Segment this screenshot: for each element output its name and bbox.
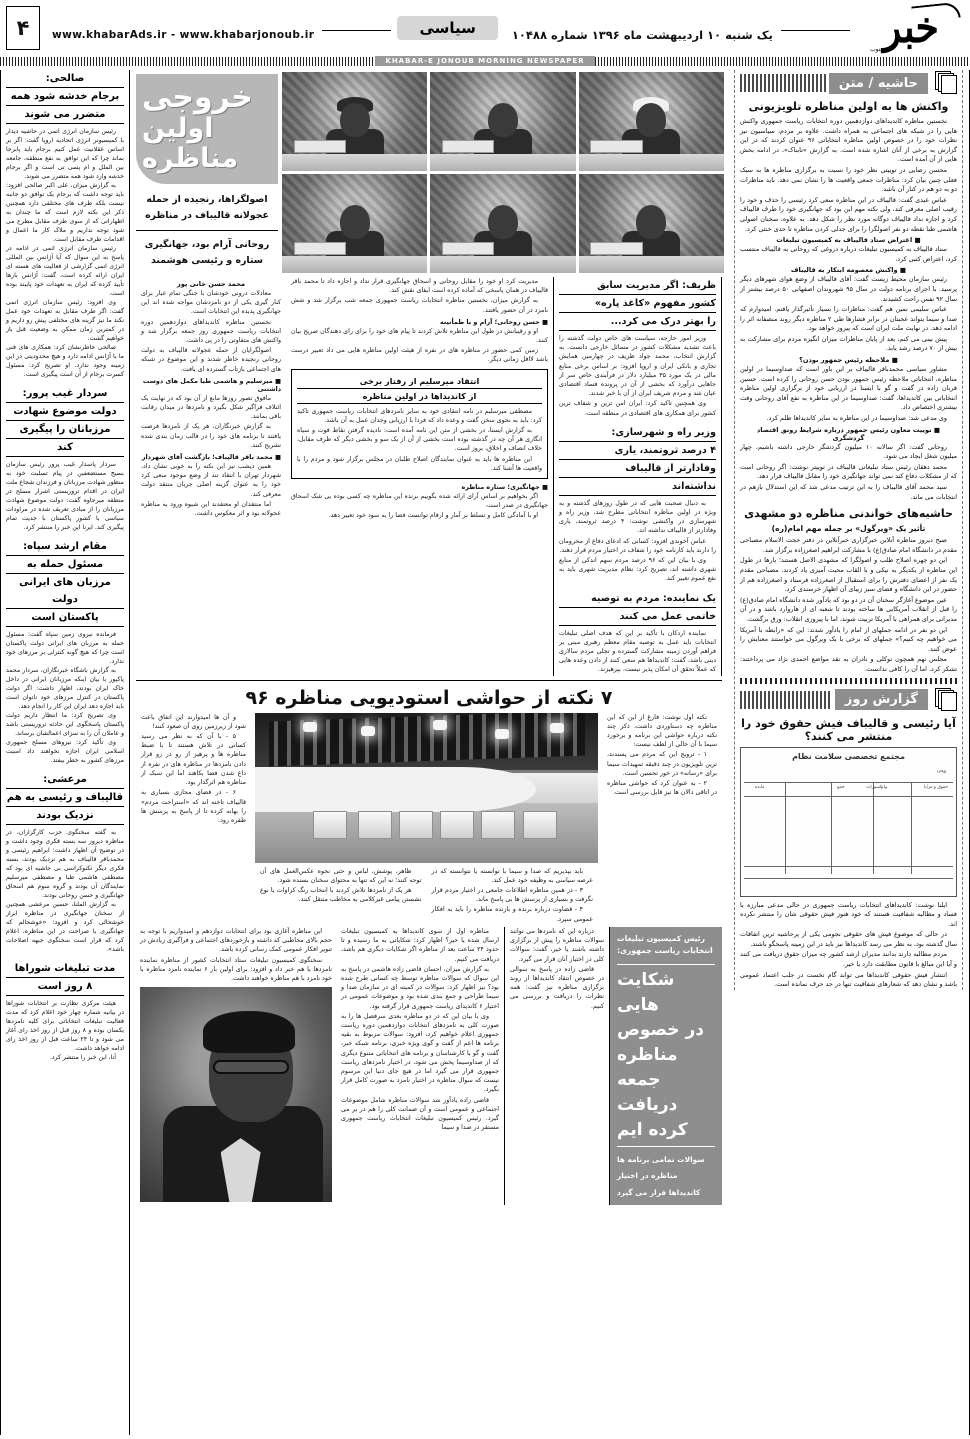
brief-shora-p0: هیئت مرکزی نظارت بر انتخابات شوراها در بیانیه شماره چهار خود اعلام کرد که مدت فعالیت تبلیغات انتخاباتی برای کلیه نامزدها یکسان بوده و ۸ روز قبل از روز اخذ رای آغاز می شود و تا ۲۴ ساعت قبل از روز اخذ رای ادامه خواهد داشت. (6, 1000, 124, 1052)
gozaresh-headline: آیا رئیسی و قالیباف فیش حقوق خود را منتشر می کنند؟ (741, 716, 956, 743)
masthead (0, 0, 970, 56)
brief-shora-h0: مدت تبلیغات شوراها (6, 960, 124, 978)
leadb-p1: به گزارش میزان، نخستین مناظره انتخابات ریاست جمهوری جمعه شب برگزار شد و شش نامزد در آن حضور یافتند. (291, 297, 548, 314)
hashiye-sec-3-p2: سید محمد آقای قالیباف را به این ترتیب مدعی شد که این استدلال بازهم در انتخابات می ماند. (740, 483, 957, 501)
payslip-year: ۱۳۹۵ (936, 769, 946, 775)
hashiye-lead-p2: محسن رضایی در توییتی نظر خود را نسبت به برگزاری مناظره ها به سبک فعلی چنین بیان کرد: مناظرات جمعی واقعیت ها را نشان نمی دهد. باید مناظرات دو به دو هم در کنار آن باشد. (740, 165, 957, 194)
masthead-rule-left (322, 30, 391, 31)
photo-jahangiri (579, 174, 724, 273)
feature-col-c (427, 867, 599, 925)
feature-story (130, 680, 728, 925)
website-urls[interactable]: www.khabarAds.ir - www.khabarjonoub.ir (52, 29, 315, 41)
leada-byline: محمد حسن خانی پور (176, 280, 246, 288)
lead-story-columns (130, 273, 728, 676)
bottom-c-p0: درباره این که نامزدها می توانند سوالات مناظره را پیش از برگزاری داشته باشند یا خیر، گفت: سوالات کلی در اختیار آنان قرار می گیرد. (510, 927, 604, 963)
brief-marashi-head (6, 771, 124, 825)
stacked-pages-icon (931, 71, 957, 95)
hashiye-sub-1: ■ واکنش معصومه ابتکار به قالیباف (790, 266, 907, 275)
gozaresh-p1: در حالی که موضوع فیش های حقوقی نجومی یکی از پرحاشیه ترین اتفاقات سال گذشته بود، به نظر می رسد کاندیداها نیز باید در این زمینه پاسخگو باشند. (740, 930, 957, 948)
column-hashiye-matn (728, 70, 970, 1435)
zarif-headline-l2: کشور مفهوم «کاغذ پاره» (559, 295, 716, 313)
masthead-rule-right (781, 30, 850, 31)
feature-c-body (432, 867, 594, 924)
bottom-headline-l1: شکایت هایی (617, 969, 675, 1015)
brief-gheibparvar-p0: سردار پاسدار غیب پرور رئیس سازمان بسیج مستضعفین در پیام تسلیت خود به منظور شهادت مرزبانان و فرزندان شجاع ملت ایران در اقدام تروریستی اشرار مسلح در منطقه میرجاوه گفت: دولت موضوع شهادت مرزبانان را از مبادی تعریف شده در مراودات سیاسی با کشور پاکستان با جدیت تمام پیگیری کند. ایرنا این خبر را منتشر کرد. (6, 461, 124, 531)
brief-sepah-body (6, 627, 124, 765)
brief-sepah-p0: فرمانده نیروی زمین سپاه گفت: مسئول حمله به مرزبان های ایرانی دولت پاکستان است چرا که هیچ گونه کنترلی بر مرزهای خود ندارد. (6, 631, 124, 665)
feature-a-body (141, 713, 246, 825)
leada-p6: اما منتقدان او معتقدند این شیوه ورود به مناظره عجولانه بود و اثر معکوس داشت. (141, 500, 281, 518)
mirsalim-box-p2: این مناظره ها باید به عنوان نمایندگان اصلاح طلبان در مجلس برگزار شود و مردم را با واقعیت ها آشنا کند. (297, 455, 542, 472)
gozaresh-banner (740, 687, 957, 713)
brief-salehi-h1: برجام خدشه شود همه (6, 88, 124, 106)
hashiye-sec-3-p1: محمد دهقان رئیس ستاد تبلیغاتی قالیباف در توییتر نوشت: اگر روحانی است که از مشکلات دفاع کند نمی تواند جهانگیری خود را مقابل قالیباف قرار دهد. (740, 462, 957, 481)
bottom-b-p2: وی با بیان این که در دو مناظره بعدی سرفصل ها را به صورت کلی به نامزدهای انتخابات دوازدهمین دوره ریاست جمهوری اعلام خواهیم کرد، افزود: سوالات مربوط به بقیه برنامه ها اعم از گفت و گوی ویژه خبری، برنامه شبکه خبر، گفت و گو با کارشناسان و برنامه های انتخاباتی متنوع دیگری که از صداوسیما پخش می شود، در اختیار نامزدهای ریاست جمهوری قرار می گیرد اما در هیچ جای دنیا این مرسوم نیست که سوال مناظره در اختیار نامزد به صورت کامل قرار بگیرد. (341, 1012, 499, 1094)
feature-c-p1: ۳ - در همین مناظره اطلاعات جامعی در اختیار مردم قرار نگرفت و بسیاری از پرسش ها بی پاسخ ماند. (431, 887, 593, 904)
akhoundi-headline (559, 424, 716, 496)
khatami-headline (559, 590, 716, 626)
brief-shora-head (6, 960, 124, 996)
bottom-a-body (140, 927, 332, 987)
khatami-p0: نماینده اردکان با تأکید بر این که هدف اصلی تبلیغات انتخابات باید عمل به توصیه مقام معظم رهبری مبنی بر فراهم آوردن زمینه مشارکت گسترده و تجلی مردم سالاری دینی باشد، گفت: کاندیداها هم سعی کنند از دادن وعده هایی که عملاً تحقق آن امکان پذیر نیست، بپرهیزند. (559, 629, 716, 674)
brief-gheibparvar-body (6, 457, 124, 532)
brief-salehi-p4: صالحی خاطرنشان کرد: همکاری های فنی ما با آژانس ادامه دارد و هیچ محدودیتی در این زمینه وجود ندارد. او تصریح کرد: مسئول کسرت برجام از آن است پیگیری است. (6, 344, 124, 378)
section-name: سیاسی (397, 16, 497, 40)
hero-deck-2: روحانی آرام بود، جهانگیری ستاره و رئیسی هوشمند (136, 230, 278, 273)
leada-p2: اصولگرایان از حمله عجولانه قالیباف به دولت روحانی رنجیده خاطر شدند و این موضوع در شبکه های اجتماعی بازتاب گسترده ای یافت. (141, 347, 281, 373)
mirsalim-box-l1: انتقاد میرسلیم از رفتار برخی (297, 374, 542, 389)
bottom-foot-l3: کاندیداها قرار می گیرد (617, 1187, 701, 1197)
akhoundi-headline-l1: ۴ درصد ثروتمند، یاری (559, 442, 716, 460)
section-divider-dots (740, 678, 957, 684)
gozaresh-p2: مردم مطالبه دارند بدانند مدیران ارشد کشور چه میزان حقوق دریافت می کنند و آیا این مبالغ با قانون مطابقت دارد یا خیر. (740, 950, 957, 969)
brief-marashi-body (6, 825, 124, 954)
leada-sub-1: ■ میرسلیم و هاشمی طبا مکمل های دوست داشتنی (142, 376, 281, 393)
mashhadi-p1: این دو چهره اصلاح طلب و اصولگرا که مشهدی الاصل هستند؛ بارها در طول این مناظره از یکدیگر به نیکی و با القاب محبت آمیزی یاد کردند. مصباحی مقدم یک نفر از اعضای دفترش را برای استقبال از اصغرزاده فرستاد و اصغرزاده هم از حضور در این دانشگاه و فضای سبز زیبای آن اظهار خرسندی کرد. (740, 556, 957, 594)
feature-col-a (136, 713, 251, 925)
zarif-headline (559, 277, 716, 331)
photo-hashemitaba (430, 174, 575, 273)
zarif-headline-l3: را بهتر درک می کرد... (559, 313, 716, 331)
lead-headline-column (130, 70, 282, 273)
leada-p3: مافوق تصور روزها مانع از آن بود که در نهایت یک ائتلاف فراگیر شکل بگیرد و نامزدها در میدان رقابت باقی بمانند. (141, 394, 281, 421)
khatami-body (559, 626, 716, 675)
hero-deck-1: اصولگراها، رنجیده از حمله عجولانه قالیباف در مناظره (145, 194, 269, 221)
hashiye-sec-3-body (740, 443, 957, 503)
photo-ghalibaf (282, 174, 427, 273)
mashhadi-p2: عین موضوع آغازگر سخنان آن در دو بود که یادآور شده دانشگاه امام صادق(ع) را قبل از انقلاب آمریکایی ها ساخته بودند تا شعبه ای از هاروارد باشد و در آن مدیرانی برای همراهی با آمریکا تربیت شوند، اما با پیروزی انقلاب: ورق برگشت. (740, 595, 957, 623)
akhoundi-body (559, 496, 716, 584)
brief-sepah-h2: مرزبان های ایرانی دولت (6, 574, 124, 609)
mashhadi-headline: حاشیه‌های خواندنی مناظره دو مشهدی (744, 507, 953, 521)
leada-p1: نخستین مناظره کاندیداهای دوازدهمین دوره انتخابات ریاست جمهوری روز جمعه برگزار شد و واکنش های متفاوتی را در پی داشت. (141, 318, 281, 345)
hashiye-lead-p3: عباس عبدی گفت: قالیباف در این مناظره سعی کرد رئیسی را حذف و خود را رقیب اصلی معرفی کند، ولی نکته مهم این بود که جهانگیری خود را طرف قالیباف کرد و اجازه نداد قالیباف دوگانه مورد نظر را شکل دهد. به علاوه، سخنان اصولی هاشمی طبا نقطه دو نفر اصولگرا را برای جدلی کردن مناظره تا حدی خنثی کرد. (740, 195, 957, 233)
brief-shora-body (6, 996, 124, 1062)
brief-marashi-p0: به گفته سخنگوی حزب کارگزاران، در مناظره دیروز سه بسته فکری وجود داشت و در توضیح آن اظهار داشت: ابراهیم رئیسی و محمدباقر قالیباف به هم نزدیک بودند، بسته فکری دیگر تکنوکراسی بی حاشیه ای بود که مصطفی هاشمی طبا و مصطفی میرسلیم نمایندگان آن بودند و گروه سوم هم اسحاق جهانگیری و حسن روحانی بودند. (6, 829, 124, 899)
khatami-headline-l1: یک نماینده: مردم به توصیه (559, 590, 716, 608)
payslip-col-2: وام (881, 784, 888, 790)
leadb-p3: زمین کمی حضور در مناظره های در نفره از هیئت اولین مناظره هایی می داد تعبیر درست باشد لااقل زمانی دیگر. (291, 347, 548, 364)
mashhadi-p4: مجلس نهم همچون توکلی و نادران به نقد مواضع احمدی نژاد می پرداختند: تشکر کرد، اما آن را کافی ندانست. (740, 655, 957, 673)
mirsalim-box-l2: از کاندیداها در اولین مناظره (297, 389, 542, 404)
hashiye-lead-p1: نخستین مناظره کاندیداهای دوازدهمین دوره انتخابات ریاست جمهوری واکنش هایی را در شبکه های اجتماعی به همراه داشت. علاوه بر مردم، سیاسیون نیز نظرات خود را در خصوص اولین مناظره انتخاباتی ۹۶ عنوان کردند که در این گزارش به برخی از آنان اشاره شده است. به گزارش «تابناک»، در ادامه بخش هایی از آن آمده است. (740, 117, 958, 164)
masthead-strip (0, 56, 970, 66)
hashiye-banner (740, 70, 957, 96)
zarif-p1: وی همچنین تاکید کرد: ایران امن ترین و شفاف ترین کشور برای همکاری های اقتصادی در منطقه است. (559, 400, 716, 417)
page-number: ۴ (6, 6, 40, 50)
payslip-col-1: کسورات (866, 784, 882, 790)
hashiye-banner-label: حاشیه / متن (829, 73, 928, 94)
brief-gheibparvar-h1: دولت موضوع شهادت (6, 403, 124, 421)
brief-gheibparvar-head (6, 385, 124, 457)
feature-col-d (602, 713, 722, 925)
brief-salehi-head (6, 70, 124, 124)
newspaper-logo (856, 2, 966, 54)
strip-hatch-right (0, 57, 375, 66)
leadb-p4: اگر بخواهیم بر اساس آرای ارائه شده بگوییم برنده این مناظره چه کسی بوده بی شک اسحاق جهانگیری در صدر است. (291, 493, 548, 510)
bottom-b-p3: قاضی زاده یادآور شد سوالات مناظره شامل موضوعات اجتماعی و عمومی است و آن ضمانت کلی را هم در بر می گیرد. رئیس کمیسیون تبلیغات انتخابات ریاست جمهوری مستقر در صدا و سیما (341, 1096, 499, 1132)
photo-raisi (282, 72, 427, 171)
mirsalim-box-headline (297, 374, 542, 404)
akhoundi-kicker: وزیر راه و شهرسازی: (559, 424, 716, 442)
brief-marashi-h0: مرعشی: (6, 771, 124, 789)
brief-marashi-h2: نزدیک بودند (6, 807, 124, 825)
photo-rouhani (579, 72, 724, 171)
hero-title-banner (136, 74, 278, 184)
brief-sepah-p3: وی تأکید کرد: نیروهای مسلح جمهوری اسلامی ایران اجازه نخواهند داد امنیت مرزهای کشور به خطر بیفتد. (6, 739, 124, 764)
akhoundi-p2: وی با بیان این که ۹۶ درصد مردم سهم اندکی از منابع شهری داشته اند، تصریح کرد: نظام مدیریت شهری باید به نفع عموم تغییر کند. (559, 557, 716, 583)
leada-p4: به گزارش خبرنگاران، هر یک از نامزدها فرصت یافتند تا برنامه های خود را در قالب زمان بندی شده تشریح کنند. (141, 423, 281, 449)
payslip-col-3: جمع (837, 784, 845, 790)
lead-story (130, 70, 728, 273)
bottom-b-p1: به گزارش میزان، احسان قاضی زاده هاشمی در پاسخ به این سوال که سوالات مناظره توسط چه کسانی طرح شده بود؟ نیز اظهار کرد: سوالات در کمیته ای در سازمان صدا و سیما طراحی و جمع بندی شده بود و موضوعات عمومی در اختیار ۶ کاندیدای ریاست جمهوری قرار گرفته بود. (341, 965, 499, 1010)
leadb-body-bottom (291, 492, 548, 521)
bottom-headline-l4: دریافت کرده ایم (617, 1094, 688, 1140)
portrait-photo-ghazizadeh (140, 987, 332, 1202)
brief-marashi-p1: به گزارش الملنا، حسین مرعشی همچنین از سخنان جهانگیری در مناظره ابراز خوشحالی کرد و افزود: «خوشحالم که جهانگیری با صراحت در این مناظره، اعلام کرد که قرار است سخنگوی جبهه اصلاحات باشد». (6, 901, 124, 953)
hashiye-sub-3: ■ توییت معاون رئیس جمهور درباره شرایط رونق اقتصاد گردشگری (756, 425, 941, 442)
bottom-headline-l3: مناظره جمعه (617, 1044, 678, 1090)
feature-columns (136, 713, 722, 925)
feature-d-p1: ۱ - ترویج این که مردم می پسندند، ترین تلویزیون در چند دقیقه تمهیدات سیما برای «رسانه» در خور تحسین است. (607, 751, 717, 777)
hashiye-lead (740, 117, 957, 234)
akhoundi-p1: عباس آخوندی افزود: کسانی که ادعای دفاع از محرومان را دارند باید کارنامه خود را شفاف در اختیار مردم قرار دهند. (559, 537, 716, 554)
bottom-foot-l1: سوالات تمامی برنامه ها (617, 1154, 705, 1164)
brief-sepah (6, 538, 124, 765)
hashiye-sec-0-body (740, 245, 957, 264)
brief-shora-h1: ۸ روز است (6, 978, 124, 996)
hashiye-sec-3-p0: روحانی گفت: اگر سالانه ۱۰ میلیون گردشگر خارجی داشته باشیم، چهار میلیون شغل ایجاد می شود. (740, 442, 957, 461)
bottom-a-p0: این مناظره آغازی بود برای انتخابات دوازدهم و امیدواریم با توجه به حجم بالای مخاطبی که داشته و بازخوردهای اجتماعی و فراگیری زیادش در تنویر افکار عمومی کمک رسانی کرده باشد. (140, 927, 332, 954)
akhoundi-p0: به دنبال صحبت هایی که در طول روزهای گذشته و به ویژه در اولین مناظره انتخاباتی مطرح شد، وزیر راه و شهرسازی در واکنشی نوشت: ۴ درصد ثروتمند، یاری وفادارتر از قالیباف نداشته اند. (559, 499, 716, 535)
brief-marashi (6, 771, 124, 954)
brief-shora-ads (6, 960, 124, 1062)
brief-salehi-body (6, 124, 124, 379)
feature-b-body (260, 867, 422, 905)
zarif-p0: وزیر امور خارجه، سیاست های خاص دولت گذشته را باعث تشدید مشکلات کشور در مسائل خارجی دانست. به گزارش انتخاب، محمد جواد ظریف در چهارمین همایش تجاری و بانکی ایران و اروپا افزود: بر اساس برخی منابع مالی در یک مورد ۳۵ میلیارد دلار در فرآیندی خاص سر از جاهایی درآورد که بخشی از آن در پرونده فساد اقتصادی عیان شد و مردم شریف ایران از آن با خبر شدند. (559, 335, 716, 398)
mashhadi-p0: صبح دیروز مناظره آنلاین خبرگزاری خبرآنلاین در دفتر حجت الاسلام مصباحی مقدم در دانشگاه امام صادق(ع) با مشارکت ابراهیم اصغرزاده برگزار شد. (740, 536, 957, 554)
bottom-headline-panel (610, 927, 722, 1206)
leadb-body-mid (291, 327, 548, 365)
story-lead-col-b (286, 277, 554, 676)
page-footer-band (0, 1435, 970, 1439)
bottom-col-b (336, 927, 505, 1206)
mirsalim-box-body (297, 404, 542, 473)
feature-b-p0: ظاهر، پوشش، لباس و حتی نحوه عکس‌العمل های آن توجه کنند؛ نه این که تنها به محتوای سخنان بسنده شود. (260, 867, 422, 884)
brief-salehi-p2: رئیس سازمان انرژی اتمی در ادامه در پاسخ به این سوال که آیا آژانس بین المللی انرژی اتمی گزارشی از فعالیت های هسته ای ایران ارائه کرده است، گفت: آژانس بارها تأیید کرده که ایران به تعهدات خود پایبند بوده است. (6, 245, 124, 297)
gozaresh-body (740, 901, 957, 990)
leada-sub-2: ■ محمد باقر قالیباف؛ بازگشت آقای شهردار (141, 453, 281, 462)
khatami-headline-l2: خاتمی عمل می کنند (559, 608, 716, 626)
brief-sepah-p1: به گزارش باشگاه خبرنگاران، سردار محمد پاکپور با بیان اینکه مرزبانان ایرانی در داخل خاک ایران بودند، اظهار داشت: اگر دولت پاکستان در کنترل مرزهای خود ناتوان است باید اجازه دهد ایران این کار را انجام دهد. (6, 667, 124, 710)
brief-gheibparvar-h3: کند (6, 439, 124, 457)
studio-photo (255, 713, 598, 863)
gozaresh-p3: انتشار فیش حقوقی کاندیداها می تواند گام نخست در جلب اعتماد عمومی باشد و نشان دهد که شعارهای شفافیت تنها در حد حرف نمانده است. (740, 970, 957, 989)
bottom-headline-l2: در خصوص (617, 1019, 704, 1040)
leada-body-bottom (141, 462, 281, 518)
bottom-c-body (510, 927, 604, 1011)
zarif-body (559, 331, 716, 418)
payslip-col-4: مانده (755, 784, 765, 790)
akhoundi-headline-l3: نداشته‌اند (559, 478, 716, 496)
debate-photo-grid (282, 70, 728, 273)
hashiye-sec-0-p0: ستاد قالیباف به کمیسیون تبلیغات درباره دروغی که روحانی به قالیباف منتسب کرد، اعتراض کتبی کرد. (740, 245, 957, 263)
column-left-briefs (0, 70, 130, 1435)
issue-date: یک شنبه ۱۰ اردیبهشت ماه ۱۳۹۶ شماره ۱۰۴۸۸ (511, 28, 773, 42)
logo-wordmark: خبر (883, 0, 939, 53)
page-body (0, 70, 970, 1435)
bottom-col-c (505, 927, 610, 1206)
feature-d-body (607, 713, 717, 798)
bottom-photo-wrap (136, 927, 336, 1206)
payslip-col-0: حقوق و مزایا (923, 784, 948, 790)
hashiye-sub-2: ■ ملاحظه رئیس جمهور بودن؟ (799, 356, 898, 365)
payslip-title: مجتمع تخصصی سلامت نظام (792, 751, 905, 761)
leadb-p0: مدیریت کرد او خود را مقابل روحانی و اسحاق جهانگیری قرار نداد و اجازه داد تا محمد باقر قالیباف در همان پاسخی که آماده کرده است ایفای نقش کند. (291, 278, 548, 295)
leadb-p5: او با آمادگی کامل و تسلط بر آمار و ارقام توانست فضا را به سود خود تغییر دهد. (328, 512, 538, 520)
feature-c-p2: ۴ - قضاوت درباره برنده و بازنده مناظره را باید به افکار عمومی سپرد. (431, 906, 593, 923)
photo-mirsalim (430, 72, 575, 171)
feature-a-p0: و آن ها امیدوارند این اتفاق باعث شود از زیرزمین روی آن صعود کنند! (141, 713, 246, 730)
hashiye-sec-1-body (740, 275, 957, 354)
brief-marashi-h1: قالیباف و رئیسی به هم (6, 789, 124, 807)
brief-salehi (6, 70, 124, 379)
brief-gheibparvar-h0: سردار غیب پرور: (6, 385, 124, 403)
brief-gheibparvar-h2: مرزبانان را پیگیری (6, 421, 124, 439)
zarif-headline-l1: ظریف: اگر مدیریت سابق (559, 277, 716, 295)
newspaper-latin-name: KHABAR-E JONOUB MORNING NEWSPAPER (375, 56, 594, 66)
bottom-b-body (341, 927, 499, 1132)
feature-c-p0: باید بپذیریم که صدا و سیما با توانسته یا نتوانسته که در عرصه سیاسی به وظیفه خود عمل کند. (431, 867, 593, 884)
hashiye-sec-1-p2: پیش بینی می کنم، بعد از پایان مناظرات میزان انگیزه مردم برای مشارکت به بیش از ۷۰ درصد رشد یابد. (740, 334, 957, 353)
brief-salehi-p3: وی افزود: رئیس سازمان انرژی اتمی گفت: اگر طرف مقابل به تعهدات خود عمل نکند ما نیز گزینه های مختلفی پیش رو داریم و در کمترین زمان ممکن به وضعیت قبل باز خواهیم گشت. (6, 299, 124, 342)
brief-sepah-h1: مسئول حمله به (6, 556, 124, 574)
payslip-image (740, 747, 957, 897)
feature-b-p1: هر یک از نامزدها تلاش کردند با انتخاب رنگ کراوات یا نوع نشستن پیامی غیرکلامی به مخاطب منتقل کنند. (260, 887, 422, 904)
leadb-body-top (291, 277, 548, 315)
leada-body-top (141, 289, 281, 374)
hero-title-line1: خروجی (142, 80, 253, 115)
leada-p5: همین دیشب نیز این نکته را به خوبی نشان داد، شهردار تهران با انتقاد تند از وضع موجود سعی کرد خود را به عنوان گزینه اصلی جریان منتقد دولت معرفی کند. (141, 463, 281, 498)
brief-sepah-h3: پاکستان است (6, 609, 124, 627)
leadb-sub-1: ■ حسن روحانی؛ آرام و با طمأنینه (439, 317, 548, 326)
story-lead-col-a (136, 277, 286, 676)
mashhadi-body (740, 536, 957, 674)
feature-a-p1: ۵ - با آن که به نظر می رسید کسانی در تلاش هستند تا با ضبط مناظره ها و پرهیز از رو در رو قرار دادن نامزدها در مناظره های در نفره از داغ شدن فضا بکاهند اما این سبک از مناظره هم اثرگذار بود. (141, 733, 246, 787)
column-main (130, 70, 728, 1435)
feature-a-p2: ۶ - در فضای مجازی بسیاری به قالیباف تاخته اند که «استراحت مردم» را بهانه کرده تا از پاسخ به پرسش ها طفره رود. (141, 789, 246, 824)
feature-headline: ۷ نکته از حواشی استودیویی مناظره ۹۶ (245, 686, 613, 709)
mashhadi-p3: این دو نفر در ادامه جملهای از امام را یادآور شدند: این که «رابطه با آمریکا می خواهیم چه کنیم؟» جملهای که برخی با یک ویرگول می خواستند معنایش را عوض کنند. (740, 625, 957, 653)
bottom-c-p1: قاضی زاده در پاسخ به سوالی در خصوص انتقاد کاندیداها از روند برگزاری مناظره نیز گفت: همه نظرات را دریافت و بررسی می کنیم. (510, 965, 604, 1010)
logo-subtext: جنوب (870, 46, 885, 53)
stacked-pages-icon-2 (931, 688, 957, 712)
mirsalim-box-p0: مصطفی میرسلیم در نامه انتقادی خود به سایر نامزدهای انتخابات ریاست جمهوری تاکید کرد: باید به نحوی سخن گفت و وعده داد که فردا با ارزیابی وجدان عمل به آن باشد. (297, 407, 542, 424)
leada-p0: معادلات درونی خودشان با جنگی تمام عیار برای کنار گیری یکی از دو نامزدشان مواجه شده اند این جهانگیری پدیده این انتخابات است. (141, 290, 281, 316)
hashiye-sec-1-p0: رئیس سازمان محیط زیست گفت: آقای قالیباف از وضع هوای شهرهای دیگر پرسید. با اجرای برنامه دولت در سال ۹۵ شهروندان اصفهانی ۵۰ درصد بیشتر از سال ۹۲ نفس راحت کشیدند. (740, 275, 957, 303)
banner-bars-decoration-2 (740, 691, 832, 709)
masthead-center (40, 0, 854, 56)
bottom-kicker: رئیس کمیسیون تبلیغات انتخابات ریاست جمهوری: (617, 933, 713, 955)
feature-d-p2: ۲ - به عنوان کرد که حواشی مناظره در اتاقی دالان ها نیز قابل بررسی است. (607, 780, 717, 797)
hashiye-sub-0: ■ اعتراض ستاد قالیباف به کمیسیون تبلیغات (776, 236, 921, 245)
bottom-story (130, 925, 728, 1206)
feature-d-p0: نکته اول نوشت: فارغ از این که این مناظره چه دستاوردی داشت، ذکر چند نکته درباره حواشی این برنامه و برخورد سیما با آن خالی از لطف نیست: (607, 713, 717, 749)
mirsalim-box (291, 369, 548, 479)
hero-title-line2: اولین مناظره (142, 113, 239, 174)
leada-body-mid (141, 394, 281, 450)
brief-salehi-h0: صالحی: (6, 70, 124, 88)
strip-hatch-left (595, 57, 970, 66)
brief-gheibparvar (6, 385, 124, 532)
brief-sepah-head (6, 538, 124, 627)
brief-shora-p1: آنا، این خبر را منتشر کرد. (49, 1054, 116, 1061)
gozaresh-banner-label: گزارش روز (835, 689, 928, 710)
brief-salehi-p0: رئیس سازمان انرژی اتمی در حاشیه دیدار با کمیسیونر انرژی اتحادیه اروپا گفت: اگر بر اساس عقلانیت عمل کنیم برجام باید پابرجا بماند چرا که این توافق به نفع منطقه، جامعه بین الملل و ام پسی تی است و اگر برجام خدشه وارد شود همه متضرر می شوند. (6, 128, 124, 180)
hashiye-sec-2-p0: مشاور سیاسی محمدباقر قالیباف بر این باور است که صداوسیما در اولین مناظره، انتخاباتی ملاحظه رئیس جمهور بودن حسن روحانی را کرده است. حسین قربان زاده در گفت و گو با ایسنا در ارزیابی خود از برگزاری اولین مناظره انتخاباتی بین کاندیداها، گفت: صداوسیما در این مناظره به نفع آقای روحانی وقت بیشتری اختصاص داد. (740, 365, 957, 412)
bottom-b-p0: مناظره اول از سوی کاندیداها به کمیسیون تبلیغات ارسال شده یا خیر؟ اظهار کرد: شکایاتی به ما رسیده و تا حدود ۲۴ ساعت بعد از مناظره اگر شکایات دیگری هم باشد، دریافت می کنیم. (341, 927, 499, 963)
gozaresh-p0: ایلنا نوشت: کاندیداهای انتخابات ریاست جمهوری در حالی مدعی مبارزه با فساد و مطالبه شفافیت هستند که خود هنوز فیش حقوقی شان را منتشر نکرده اند. (740, 900, 957, 928)
brief-salehi-p1: به گزارش میزان، علی اکبر صالحی افزود: باید توجه داشت که برجام یک توافق دو جانبه نیست بلکه طرف های مختلفی دارد همچنین ذکر این نکته لازم است که ما چندان به اظهاراتی که از سوی طرف مقابل مطرح می شود توجه نداریم و ملاک کار ما اعمال و اقدامات طرف مقابل است. (6, 182, 124, 243)
leadb-sub-2: ■ جهانگیری؛ ستاره مناظره (461, 483, 548, 492)
feature-photo-wrap (251, 713, 602, 925)
banner-bars-decoration (740, 74, 826, 92)
mashhadi-subhead: تأثیر یک «ویرگول» بر جمله مهم امام(ره) (771, 524, 926, 534)
story-zarif (554, 277, 722, 676)
brief-salehi-h2: متضرر می شوند (6, 106, 124, 124)
hashiye-sec-1-p1: عباس سلیمی نمین هم گفت: مناظرات را بسیار تأثیرگذار یافتم. امیدوارم که صدا و سیما بتواند عجبتان در برابر فشارها طی ۲ مناظره دیگر روند منصفانه اثر را ادامه دهد. در نهایت ملت ایران است که پیروز خواهد بود. (740, 305, 957, 333)
hashiye-headline: واکنش ها به اولین مناظره تلویزیونی (748, 100, 949, 113)
feature-photo-under-cols (255, 867, 598, 925)
bottom-foot-l2: مناظره در اختیار (617, 1171, 678, 1181)
hashiye-sec-2-p1: وی مدعی شد: صداوسیما در این مناظره به سایر کاندیداها ظلم کرد. (766, 414, 947, 423)
mirsalim-box-p1: به گزارش ایسنا، در بخشی از متن این نامه آمده است: نادیده گرفتن نقاط قوت و سیاه انگاری هر آن چه در گذشته بوده است بخشی از آن از یک سو و بخشی دیگر که طرف مقابل، خلاف انصاف و اخلاق، بروز است. (297, 427, 542, 453)
akhoundi-headline-l2: وفادارتر از قالیباف (559, 460, 716, 478)
hashiye-sec-2-body (740, 365, 957, 424)
brief-sepah-h0: مقام ارشد سپاه: (6, 538, 124, 556)
leadb-p2: او و رقیبانش در طول این مناظره تلاش کردند تا پیام های خود را برای رای دهندگان صریح بیان کنند. (291, 327, 548, 345)
brief-sepah-p2: وی تصریح کرد: ما انتظار داریم دولت پاکستان پاسخگوی این حادثه تروریستی باشد و عاملان آن را به سزای اعمالشان برساند. (6, 712, 124, 737)
bottom-a-p1: سخنگوی کمیسیون تبلیغات ستاد انتخابات کشور از مناظره نماینده نامزدها با هم خبر داد و افزود: برای اولین بار ۶ نماینده نامزد مناظره با خود نامزد با هم مناظره خواهند داشت. (140, 956, 332, 982)
feature-col-b (255, 867, 427, 925)
